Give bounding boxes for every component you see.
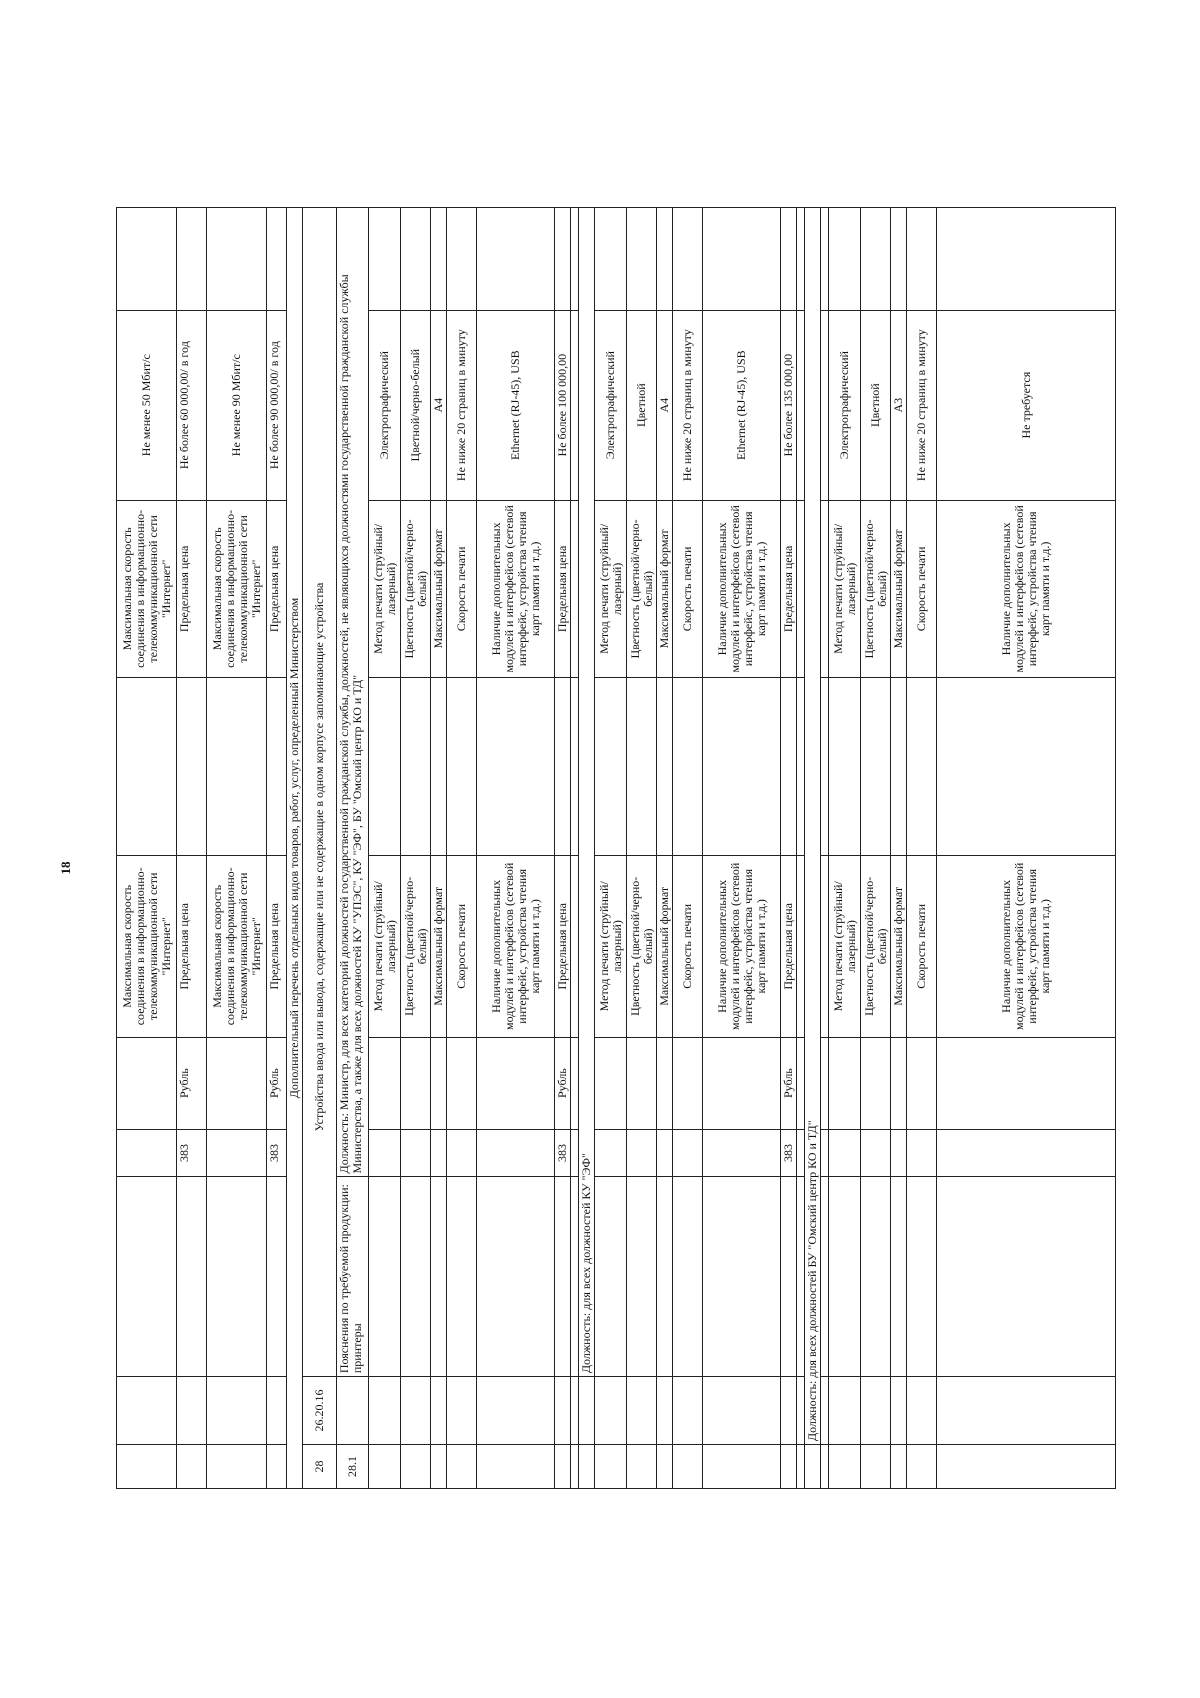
extras-label-2: Наличие дополнительных модулей и интерфейсов (сетевой интерфейс, устройства чтения карт памяти и т.д.) bbox=[703, 500, 780, 678]
extras-label: Наличие дополнительных модулей и интерфейсов (сетевой интерфейс, устройства чтения карт памяти и т.д.) bbox=[703, 855, 780, 1037]
explanation: Пояснения по требуемой продукции: принтеры bbox=[337, 1176, 368, 1376]
price-value: Не более 135 000,00 bbox=[781, 310, 796, 500]
color-label-2: Цветность (цветной/черно-белый) bbox=[627, 500, 656, 678]
table-row bbox=[401, 208, 431, 1488]
color-label: Цветность (цветной/черно-белый) bbox=[627, 855, 656, 1037]
okei-code: 383 bbox=[555, 1129, 570, 1177]
price-label: Предельная цена bbox=[267, 855, 286, 1037]
speed-value: Не ниже 20 страниц в минуту bbox=[907, 310, 936, 500]
method-label-2: Метод печати (струйный/лазерный) bbox=[369, 500, 400, 678]
okei-code: 383 bbox=[267, 1129, 286, 1177]
item-number: 28 bbox=[303, 1444, 336, 1488]
table-row bbox=[431, 208, 447, 1488]
table-row bbox=[703, 208, 781, 1488]
table-row bbox=[627, 208, 657, 1488]
speed-label: Скорость печати bbox=[673, 855, 702, 1037]
table-row bbox=[177, 208, 207, 1488]
color-value: Цветной bbox=[627, 310, 656, 500]
extras-label: Наличие дополнительных модулей и интерфейсов (сетевой интерфейс, устройства чтения карт памяти и т.д.) bbox=[937, 855, 1115, 1037]
table-row bbox=[861, 208, 891, 1488]
table-row bbox=[673, 208, 703, 1488]
speed-label-2: Скорость печати bbox=[447, 500, 476, 678]
speed-value: Не ниже 20 страниц в минуту bbox=[673, 310, 702, 500]
price-label-2: Предельная цена bbox=[555, 500, 570, 678]
internet-speed-label-2: Максимальная скорость соединения в информационно-телекоммуникационной сети "Интернет" bbox=[207, 500, 266, 678]
color-value: Цветной bbox=[861, 310, 890, 500]
price-value: Не более 100 000,00 bbox=[555, 310, 570, 500]
method-value: Электрографический bbox=[369, 310, 400, 500]
method-label-2: Метод печати (струйный/лазерный) bbox=[595, 500, 626, 678]
extras-value: Ethernet (RJ-45), USB bbox=[703, 310, 780, 500]
okei-code: 383 bbox=[177, 1129, 206, 1177]
table-row bbox=[369, 208, 401, 1488]
positions-text: Должность: для всех должностей БУ "Омский центр КО и ТД" bbox=[805, 1120, 819, 1442]
unit-name: Рубль bbox=[177, 1037, 206, 1129]
method-label-2: Метод печати (струйный/лазерный) bbox=[829, 500, 860, 678]
format-label-2: Максимальный формат bbox=[431, 500, 446, 678]
table-row bbox=[821, 208, 829, 1488]
extras-value: Не требуется bbox=[937, 310, 1115, 500]
price-label-2: Предельная цена bbox=[267, 500, 286, 678]
speed-value: Не ниже 20 страниц в минуту bbox=[447, 310, 476, 500]
unit-name: Рубль bbox=[781, 1037, 796, 1129]
table-row bbox=[287, 208, 303, 1488]
unit-name: Рубль bbox=[267, 1037, 286, 1129]
table-row bbox=[447, 208, 477, 1488]
table-row bbox=[337, 208, 369, 1488]
method-label: Метод печати (струйный/лазерный) bbox=[829, 855, 860, 1037]
price-label: Предельная цена bbox=[781, 855, 796, 1037]
format-value: А4 bbox=[657, 310, 672, 500]
format-value: А4 bbox=[431, 310, 446, 500]
internet-speed-label: Максимальная скорость соединения в информационно-телекоммуникационной сети "Интернет" bbox=[117, 855, 176, 1037]
extras-label-2: Наличие дополнительных модулей и интерфейсов (сетевой интерфейс, устройства чтения карт памяти и т.д.) bbox=[477, 500, 554, 678]
color-label-2: Цветность (цветной/черно-белый) bbox=[861, 500, 890, 678]
table-row bbox=[657, 208, 673, 1488]
price-label-2: Предельная цена bbox=[177, 500, 206, 678]
speed-label: Скорость печати bbox=[447, 855, 476, 1037]
table-row bbox=[267, 208, 287, 1488]
method-value: Электрографический bbox=[829, 310, 860, 500]
positions-text: Должность: Министр, для всех категорий должностей государственной гражданской службы, должностей, не являющихся должностями государственной гражданской службы Министерства, а также для всех должностей КУ "УПЭС", КУ "ЭФ", БУ "Омский центр КО и ТД" bbox=[337, 274, 364, 1174]
positions-text: Должность: для всех должностей КУ "ЭФ" bbox=[579, 1153, 593, 1374]
color-value: Цветной/черно-белый bbox=[401, 310, 430, 500]
format-value: А3 bbox=[891, 310, 906, 500]
extras-label-2: Наличие дополнительных модулей и интерфейсов (сетевой интерфейс, устройства чтения карт памяти и т.д.) bbox=[937, 500, 1115, 678]
requirements-table bbox=[116, 207, 1116, 1489]
table-row bbox=[891, 208, 907, 1488]
internet-speed-value: Не менее 50 Мбит/с bbox=[117, 310, 176, 500]
table-row bbox=[829, 208, 861, 1488]
extras-value: Ethernet (RJ-45), USB bbox=[477, 310, 554, 500]
price-label: Предельная цена bbox=[555, 855, 570, 1037]
format-label: Максимальный формат bbox=[431, 855, 446, 1037]
method-value: Электрографический bbox=[595, 310, 626, 500]
price-label: Предельная цена bbox=[177, 855, 206, 1037]
speed-label-2: Скорость печати bbox=[673, 500, 702, 678]
table-row bbox=[937, 208, 1115, 1488]
color-label-2: Цветность (цветной/черно-белый) bbox=[401, 500, 430, 678]
table-row bbox=[781, 208, 797, 1488]
okpd-code: 26.20.16 bbox=[303, 1376, 336, 1444]
table-row bbox=[805, 208, 821, 1488]
table-row bbox=[117, 208, 177, 1488]
speed-label: Скорость печати bbox=[907, 855, 936, 1037]
price-value: Не более 90 000,00/ в год bbox=[267, 310, 286, 500]
color-label: Цветность (цветной/черно-белый) bbox=[861, 855, 890, 1037]
okei-code: 383 bbox=[781, 1129, 796, 1177]
table-row bbox=[303, 208, 337, 1488]
unit-name: Рубль bbox=[555, 1037, 570, 1129]
table-row bbox=[555, 208, 571, 1488]
table-row bbox=[571, 208, 579, 1488]
table-row bbox=[595, 208, 627, 1488]
color-label: Цветность (цветной/черно-белый) bbox=[401, 855, 430, 1037]
table-row bbox=[907, 208, 937, 1488]
internet-speed-label-2: Максимальная скорость соединения в информационно-телекоммуникационной сети "Интернет" bbox=[117, 500, 176, 678]
internet-speed-label: Максимальная скорость соединения в информационно-телекоммуникационной сети "Интернет" bbox=[207, 855, 266, 1037]
table-row bbox=[579, 208, 595, 1488]
page-number: 18 bbox=[58, 861, 73, 875]
extras-label: Наличие дополнительных модулей и интерфейсов (сетевой интерфейс, устройства чтения карт памяти и т.д.) bbox=[477, 855, 554, 1037]
section-title: Дополнительный перечень отдельных видов товаров, работ, услуг, определенный Министерством bbox=[287, 597, 301, 1099]
item-name: Устройства ввода или вывода, содержащие или не содержащие в одном корпусе запоминающие устройства bbox=[312, 582, 326, 1132]
format-label: Максимальный формат bbox=[891, 855, 906, 1037]
speed-label-2: Скорость печати bbox=[907, 500, 936, 678]
table-row bbox=[797, 208, 805, 1488]
format-label-2: Максимальный формат bbox=[657, 500, 672, 678]
price-label-2: Предельная цена bbox=[781, 500, 796, 678]
format-label-2: Максимальный формат bbox=[891, 500, 906, 678]
subitem-number: 28.1 bbox=[337, 1444, 368, 1488]
method-label: Метод печати (струйный/лазерный) bbox=[369, 855, 400, 1037]
table-row bbox=[207, 208, 267, 1488]
method-label: Метод печати (струйный/лазерный) bbox=[595, 855, 626, 1037]
price-value: Не более 60 000,00/ в год bbox=[177, 310, 206, 500]
internet-speed-value: Не менее 90 Мбит/с bbox=[207, 310, 266, 500]
table-row bbox=[477, 208, 555, 1488]
format-label: Максимальный формат bbox=[657, 855, 672, 1037]
